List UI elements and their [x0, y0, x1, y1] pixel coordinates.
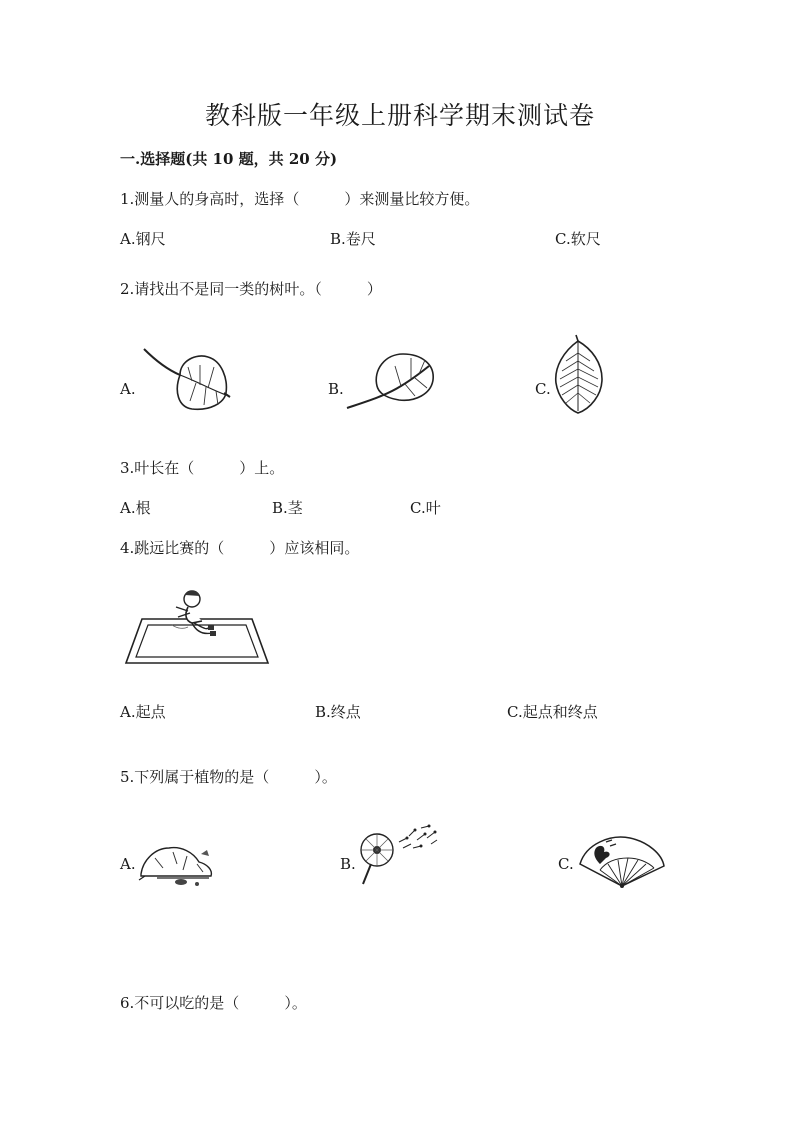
- question-5-stem: 5.下列属于植物的是（ ）。: [120, 768, 337, 786]
- q2-option-b[interactable]: B.: [328, 380, 344, 398]
- fan-icon: [576, 834, 666, 890]
- q5-option-a[interactable]: A.: [120, 855, 136, 873]
- leaf-a-icon: [140, 345, 232, 413]
- q4-option-b[interactable]: B.终点: [315, 703, 361, 721]
- question-3-stem: 3.叶长在（ ）上。: [120, 459, 285, 477]
- q3-option-b[interactable]: B.茎: [272, 499, 303, 517]
- q4-option-a[interactable]: A.起点: [120, 703, 166, 721]
- q4-option-c[interactable]: C.起点和终点: [507, 703, 598, 721]
- question-4-stem: 4.跳远比赛的（ ）应该相同。: [120, 539, 360, 557]
- q5-option-c[interactable]: C.: [558, 855, 574, 873]
- leaf-c-icon: [552, 333, 606, 415]
- q3-option-c[interactable]: C.叶: [410, 499, 441, 517]
- question-1-stem: 1.测量人的身高时，选择（ ）来测量比较方便。: [120, 190, 480, 208]
- q1-option-b[interactable]: B.卷尺: [330, 230, 376, 248]
- dandelion-icon: [355, 822, 441, 888]
- question-6-stem: 6.不可以吃的是（ ）。: [120, 994, 307, 1012]
- page-title: 教科版一年级上册科学期末测试卷: [204, 101, 595, 130]
- q2-option-a[interactable]: A.: [120, 380, 136, 398]
- q1-option-a[interactable]: A.钢尺: [120, 230, 166, 248]
- rock-icon: [137, 838, 217, 888]
- q5-option-b[interactable]: B.: [340, 855, 356, 873]
- leaf-b-icon: [345, 350, 437, 412]
- long-jump-illustration: [122, 587, 272, 667]
- q2-option-c[interactable]: C.: [535, 380, 551, 398]
- question-2-stem: 2.请找出不是同一类的树叶。（ ）: [120, 280, 382, 298]
- section-heading: 一.选择题(共 10 题，共 20 分): [120, 150, 338, 168]
- q3-option-a[interactable]: A.根: [120, 499, 151, 517]
- q1-option-c[interactable]: C.软尺: [555, 230, 601, 248]
